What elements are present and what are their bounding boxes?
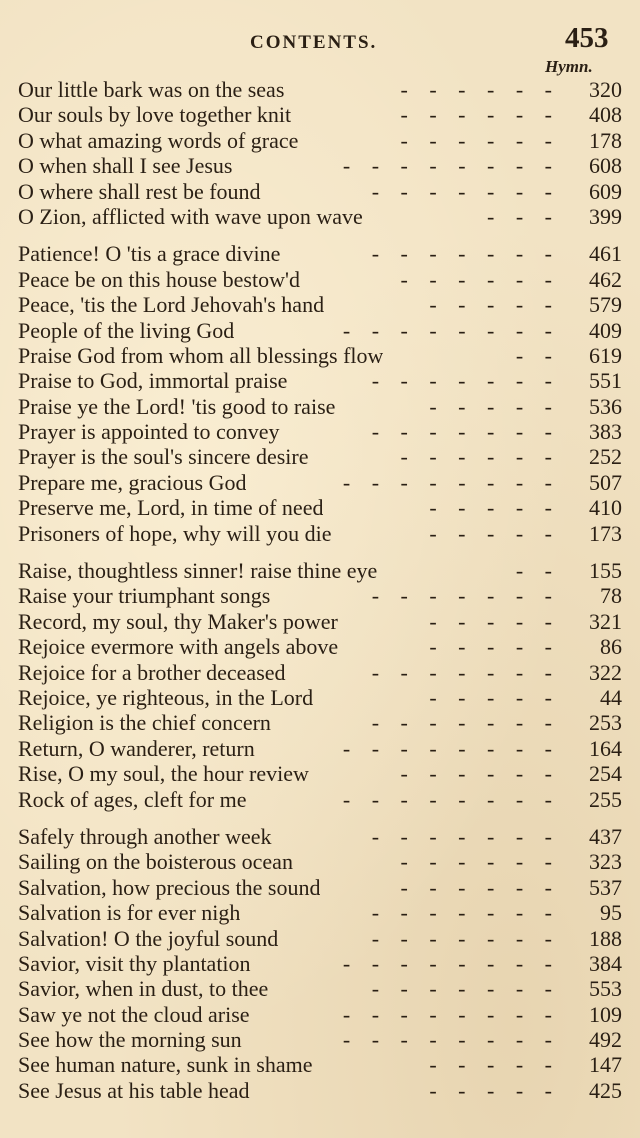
contents-entry — [18, 1078, 622, 1103]
hymn-number: 609 — [589, 178, 622, 204]
dot-leader: - - - - - — [429, 520, 560, 546]
contents-entry — [18, 241, 622, 266]
contents-entry — [18, 1002, 622, 1027]
hymn-first-line: Peace be on this house bestow'd — [18, 266, 300, 292]
hymn-number: 188 — [589, 925, 622, 951]
hymn-number: 147 — [589, 1052, 622, 1078]
hymn-first-line: Return, O wanderer, return — [18, 735, 255, 761]
hymn-number: 86 — [600, 634, 622, 660]
dot-leader: - - - - - - — [400, 874, 560, 900]
dot-leader: - - - - - - - - — [342, 153, 560, 179]
dot-leader: - - - - - - — [400, 127, 560, 153]
running-title: CONTENTS. — [250, 32, 378, 53]
dot-leader: - - - - - - - - — [342, 317, 560, 343]
hymn-number: 164 — [589, 735, 622, 761]
dot-leader: - - - - - - — [400, 102, 560, 128]
contents-entry — [18, 926, 622, 951]
contents-entry — [18, 710, 622, 735]
contents-list — [18, 77, 622, 1115]
hymn-number: 437 — [589, 823, 622, 849]
hymn-number: 553 — [589, 976, 622, 1002]
hymn-first-line: Praise God from whom all blessings flow — [18, 342, 384, 368]
contents-section — [18, 558, 622, 812]
hymn-first-line: Salvation is for ever nigh — [18, 900, 241, 926]
dot-leader: - - — [515, 558, 560, 584]
hymn-number: 551 — [589, 368, 622, 394]
contents-entry — [18, 558, 622, 583]
hymn-number: 78 — [600, 583, 622, 609]
hymn-first-line: Savior, when in dust, to thee — [18, 976, 269, 1002]
contents-section — [18, 824, 622, 1103]
contents-entry — [18, 495, 622, 520]
dot-leader: - - - - - - — [400, 444, 560, 470]
dot-leader: - - - - - - - - — [342, 469, 560, 495]
hymn-first-line: Patience! O 'tis a grace divine — [18, 241, 281, 267]
hymn-number: 44 — [600, 684, 622, 710]
dot-leader: - - - - - - - — [371, 178, 560, 204]
contents-entry — [18, 77, 622, 102]
contents-entry — [18, 204, 622, 229]
hymn-number: 320 — [589, 77, 622, 102]
contents-entry — [18, 470, 622, 495]
dot-leader: - - - - - - - — [371, 659, 560, 685]
dot-leader: - - - - - - - — [371, 925, 560, 951]
hymn-number: 155 — [589, 558, 622, 584]
hymn-first-line: See human nature, sunk in shame — [18, 1052, 313, 1078]
hymn-number: 255 — [589, 786, 622, 812]
hymn-number: 619 — [589, 342, 622, 368]
hymn-number: 461 — [589, 241, 622, 267]
contents-entry — [18, 102, 622, 127]
contents-entry — [18, 761, 622, 786]
hymn-number: 409 — [589, 317, 622, 343]
dot-leader: - - - - - — [429, 292, 560, 318]
hymn-first-line: Salvation, how precious the sound — [18, 874, 321, 900]
hymn-number: 178 — [589, 127, 622, 153]
page-number: 453 — [565, 22, 609, 54]
hymn-first-line: Rise, O my soul, the hour review — [18, 761, 309, 787]
contents-entry — [18, 1052, 622, 1077]
dot-leader: - - - - - - - — [371, 241, 560, 267]
hymn-first-line: Salvation! O the joyful sound — [18, 925, 279, 951]
hymn-first-line: Saw ye not the cloud arise — [18, 1001, 250, 1027]
hymn-number: 252 — [589, 444, 622, 470]
contents-entry — [18, 583, 622, 608]
hymn-first-line: People of the living God — [18, 317, 235, 343]
dot-leader: - - - - - - - - — [342, 735, 560, 761]
hymn-number: 462 — [589, 266, 622, 292]
hymn-number: 608 — [589, 153, 622, 179]
contents-entry — [18, 444, 622, 469]
contents-entry — [18, 849, 622, 874]
contents-entry — [18, 343, 622, 368]
contents-entry — [18, 634, 622, 659]
hymn-number: 173 — [589, 520, 622, 546]
hymn-first-line: Religion is the chief concern — [18, 710, 271, 736]
hymn-first-line: Praise to God, immortal praise — [18, 368, 288, 394]
hymn-first-line: Preserve me, Lord, in time of need — [18, 495, 324, 521]
contents-entry — [18, 660, 622, 685]
hymn-first-line: Rock of ages, cleft for me — [18, 786, 247, 812]
contents-entry — [18, 609, 622, 634]
hymn-first-line: Prayer is the soul's sincere desire — [18, 444, 309, 470]
hymn-number: 109 — [589, 1001, 622, 1027]
dot-leader: - - - - - - - — [371, 368, 560, 394]
hymn-number: 321 — [589, 608, 622, 634]
dot-leader: - - - - - - — [400, 266, 560, 292]
hymn-first-line: O where shall rest be found — [18, 178, 261, 204]
dot-leader: - - - - - — [429, 608, 560, 634]
contents-entry — [18, 267, 622, 292]
dot-leader: - - - - - - — [400, 849, 560, 875]
contents-section — [18, 241, 622, 546]
dot-leader: - - - - - — [429, 1077, 560, 1103]
hymn-first-line: Rejoice evermore with angels above — [18, 634, 339, 660]
hymn-first-line: See Jesus at his table head — [18, 1077, 250, 1103]
contents-entry — [18, 318, 622, 343]
hymn-number: 537 — [589, 874, 622, 900]
contents-entry — [18, 787, 622, 812]
dot-leader: - - - - - - - — [371, 823, 560, 849]
dot-leader: - - - - - - - - — [342, 1001, 560, 1027]
hymn-first-line: Prisoners of hope, why will you die — [18, 520, 332, 546]
dot-leader: - - - - - — [429, 634, 560, 660]
dot-leader: - - - - - - — [400, 761, 560, 787]
contents-entry — [18, 394, 622, 419]
contents-entry — [18, 976, 622, 1001]
hymn-first-line: Rejoice for a brother deceased — [18, 659, 286, 685]
contents-entry — [18, 900, 622, 925]
dot-leader: - - - - - — [429, 1052, 560, 1078]
hymn-number: 95 — [600, 900, 622, 926]
hymn-first-line: O when shall I see Jesus — [18, 153, 233, 179]
hymn-first-line: Raise your triumphant songs — [18, 583, 271, 609]
dot-leader: - - - - - - - - — [342, 786, 560, 812]
dot-leader: - - - - - — [429, 393, 560, 419]
dot-leader: - - - - - — [429, 684, 560, 710]
hymn-first-line: Savior, visit thy plantation — [18, 950, 251, 976]
dot-leader: - - - — [487, 203, 560, 229]
hymn-number: 425 — [589, 1077, 622, 1103]
dot-leader: - - - - - - - — [371, 710, 560, 736]
dot-leader: - - - - - - - - — [342, 1027, 560, 1053]
dot-leader: - - - - - - - — [371, 419, 560, 445]
contents-entry — [18, 685, 622, 710]
hymn-number: 383 — [589, 419, 622, 445]
hymn-number: 579 — [589, 292, 622, 318]
hymn-column-label: Hymn. — [545, 57, 593, 76]
hymn-number: 253 — [589, 710, 622, 736]
dot-leader: - - — [515, 342, 560, 368]
contents-entry — [18, 521, 622, 546]
contents-entry — [18, 179, 622, 204]
dot-leader: - - - - - - - — [371, 583, 560, 609]
hymn-number: 323 — [589, 849, 622, 875]
contents-entry — [18, 153, 622, 178]
hymn-first-line: O what amazing words of grace — [18, 127, 299, 153]
hymn-number: 322 — [589, 659, 622, 685]
hymn-first-line: Raise, thoughtless sinner! raise thine eye — [18, 558, 378, 584]
dot-leader: - - - - - — [429, 495, 560, 521]
hymn-first-line: Prayer is appointed to convey — [18, 419, 280, 445]
hymn-first-line: Prepare me, gracious God — [18, 469, 247, 495]
hymn-number: 399 — [589, 203, 622, 229]
contents-entry — [18, 419, 622, 444]
hymn-number: 408 — [589, 102, 622, 128]
dot-leader: - - - - - - — [400, 77, 560, 102]
hymn-first-line: Rejoice, ye righteous, in the Lord — [18, 684, 314, 710]
hymn-first-line: Safely through another week — [18, 823, 272, 849]
contents-entry — [18, 128, 622, 153]
hymn-number: 536 — [589, 393, 622, 419]
hymn-first-line: Record, my soul, thy Maker's power — [18, 608, 338, 634]
contents-entry — [18, 824, 622, 849]
hymn-number: 410 — [589, 495, 622, 521]
contents-entry — [18, 1027, 622, 1052]
contents-entry — [18, 736, 622, 761]
hymn-first-line: O Zion, afflicted with wave upon wave — [18, 203, 363, 229]
hymn-number: 384 — [589, 950, 622, 976]
hymn-number: 507 — [589, 469, 622, 495]
hymn-first-line: Our souls by love together knit — [18, 102, 292, 128]
contents-entry — [18, 875, 622, 900]
contents-entry — [18, 292, 622, 317]
hymn-first-line: Praise ye the Lord! 'tis good to raise — [18, 393, 336, 419]
hymn-first-line: Peace, 'tis the Lord Jehovah's hand — [18, 292, 325, 318]
hymn-first-line: Our little bark was on the seas — [18, 77, 285, 102]
dot-leader: - - - - - - - - — [342, 950, 560, 976]
contents-entry — [18, 951, 622, 976]
hymn-number: 254 — [589, 761, 622, 787]
hymn-first-line: See how the morning sun — [18, 1027, 242, 1053]
hymn-number: 492 — [589, 1027, 622, 1053]
contents-entry — [18, 368, 622, 393]
dot-leader: - - - - - - - — [371, 976, 560, 1002]
dot-leader: - - - - - - - — [371, 900, 560, 926]
contents-section — [18, 77, 622, 229]
hymn-first-line: Sailing on the boisterous ocean — [18, 849, 293, 875]
